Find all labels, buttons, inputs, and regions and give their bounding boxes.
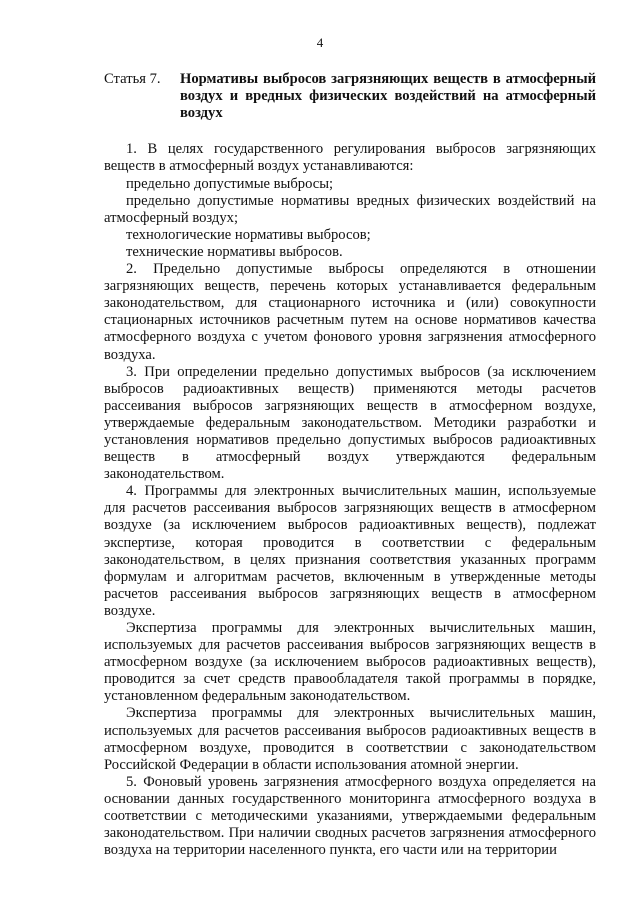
paragraph-3: 3. При определении предельно допустимых выбросов (за исключением выбросов радиоактивных веществ) применяются методы расчетов рассеивания выбросов загрязняющих веществ в атмосферном воздухе, утверждаемые федеральным законодательством. Методики разработки и установления нормативов предельно допустимых выбросов радиоактивных веществ в атмосферный воздух утверждаются федеральным законодательством.	[104, 363, 596, 483]
article-heading	[104, 71, 596, 122]
page-number: 4	[316, 35, 324, 50]
paragraph-5: 5. Фоновый уровень загрязнения атмосферного воздуха определяется на основании данных государственного мониторинга атмосферного воздуха в соответствии с методическими указаниями, утверждаемыми федеральным законодательством. При наличии сводных расчетов загрязнения атмосферного воздуха на территории населенного пункта, его части или на территории	[104, 773, 596, 859]
paragraph-2: 2. Предельно допустимые выбросы определяются в отношении загрязняющих веществ, перечень которых устанавливается федеральным законодательством, для стационарного источника и (или) совокупности стационарных источников расчетным путем на основе нормативов качества атмосферного воздуха с учетом фонового уровня загрязнения атмосферного воздуха.	[104, 261, 596, 363]
paragraph-4: 4. Программы для электронных вычислительных машин, используемые для расчетов рассеивания выбросов загрязняющих веществ в атмосферном воздухе (за исключением выбросов радиоактивных веществ), подлежат экспертизе, которая проводится в соответствии с федеральным законодательством, в целях признания соответствия указанных программ формулам и алгоритмам расчетов, включенным в утвержденные методы расчетов рассеивания выбросов загрязняющих веществ в атмосферном воздухе.	[104, 483, 596, 619]
paragraph-1: 1. В целях государственного регулирования выбросов загрязняющих веществ в атмосферный воздух устанавливаются:	[104, 141, 596, 175]
paragraph-expertise-1: Экспертиза программы для электронных вычислительных машин, используемых для расчетов рассеивания выбросов загрязняющих веществ в атмосферном воздухе (за исключением выбросов радиоактивных веществ), проводится за счет средств правообладателя такой программы в порядке, установленном федеральным законодательством.	[104, 620, 596, 705]
list-item-4: технические нормативы выбросов.	[126, 243, 343, 260]
article-title: Нормативы выбросов загрязняющих веществ в атмосферный воздух и вредных физических воздействий на атмосферный воздух	[180, 71, 596, 122]
paragraph-expertise-2: Экспертиза программы для электронных вычислительных машин, используемых для расчетов рассеивания выбросов радиоактивных веществ в атмосферном воздухе, проводится в соответствии с законодательством Российской Федерации в области использования атомной энергии.	[104, 705, 596, 773]
list-item-3: технологические нормативы выбросов;	[126, 226, 371, 243]
list-item-1: предельно допустимые выбросы;	[126, 175, 334, 192]
article-label: Статья 7.	[104, 71, 161, 88]
list-item-2: предельно допустимые нормативы вредных физических воздействий на атмосферный воздух;	[104, 192, 596, 226]
